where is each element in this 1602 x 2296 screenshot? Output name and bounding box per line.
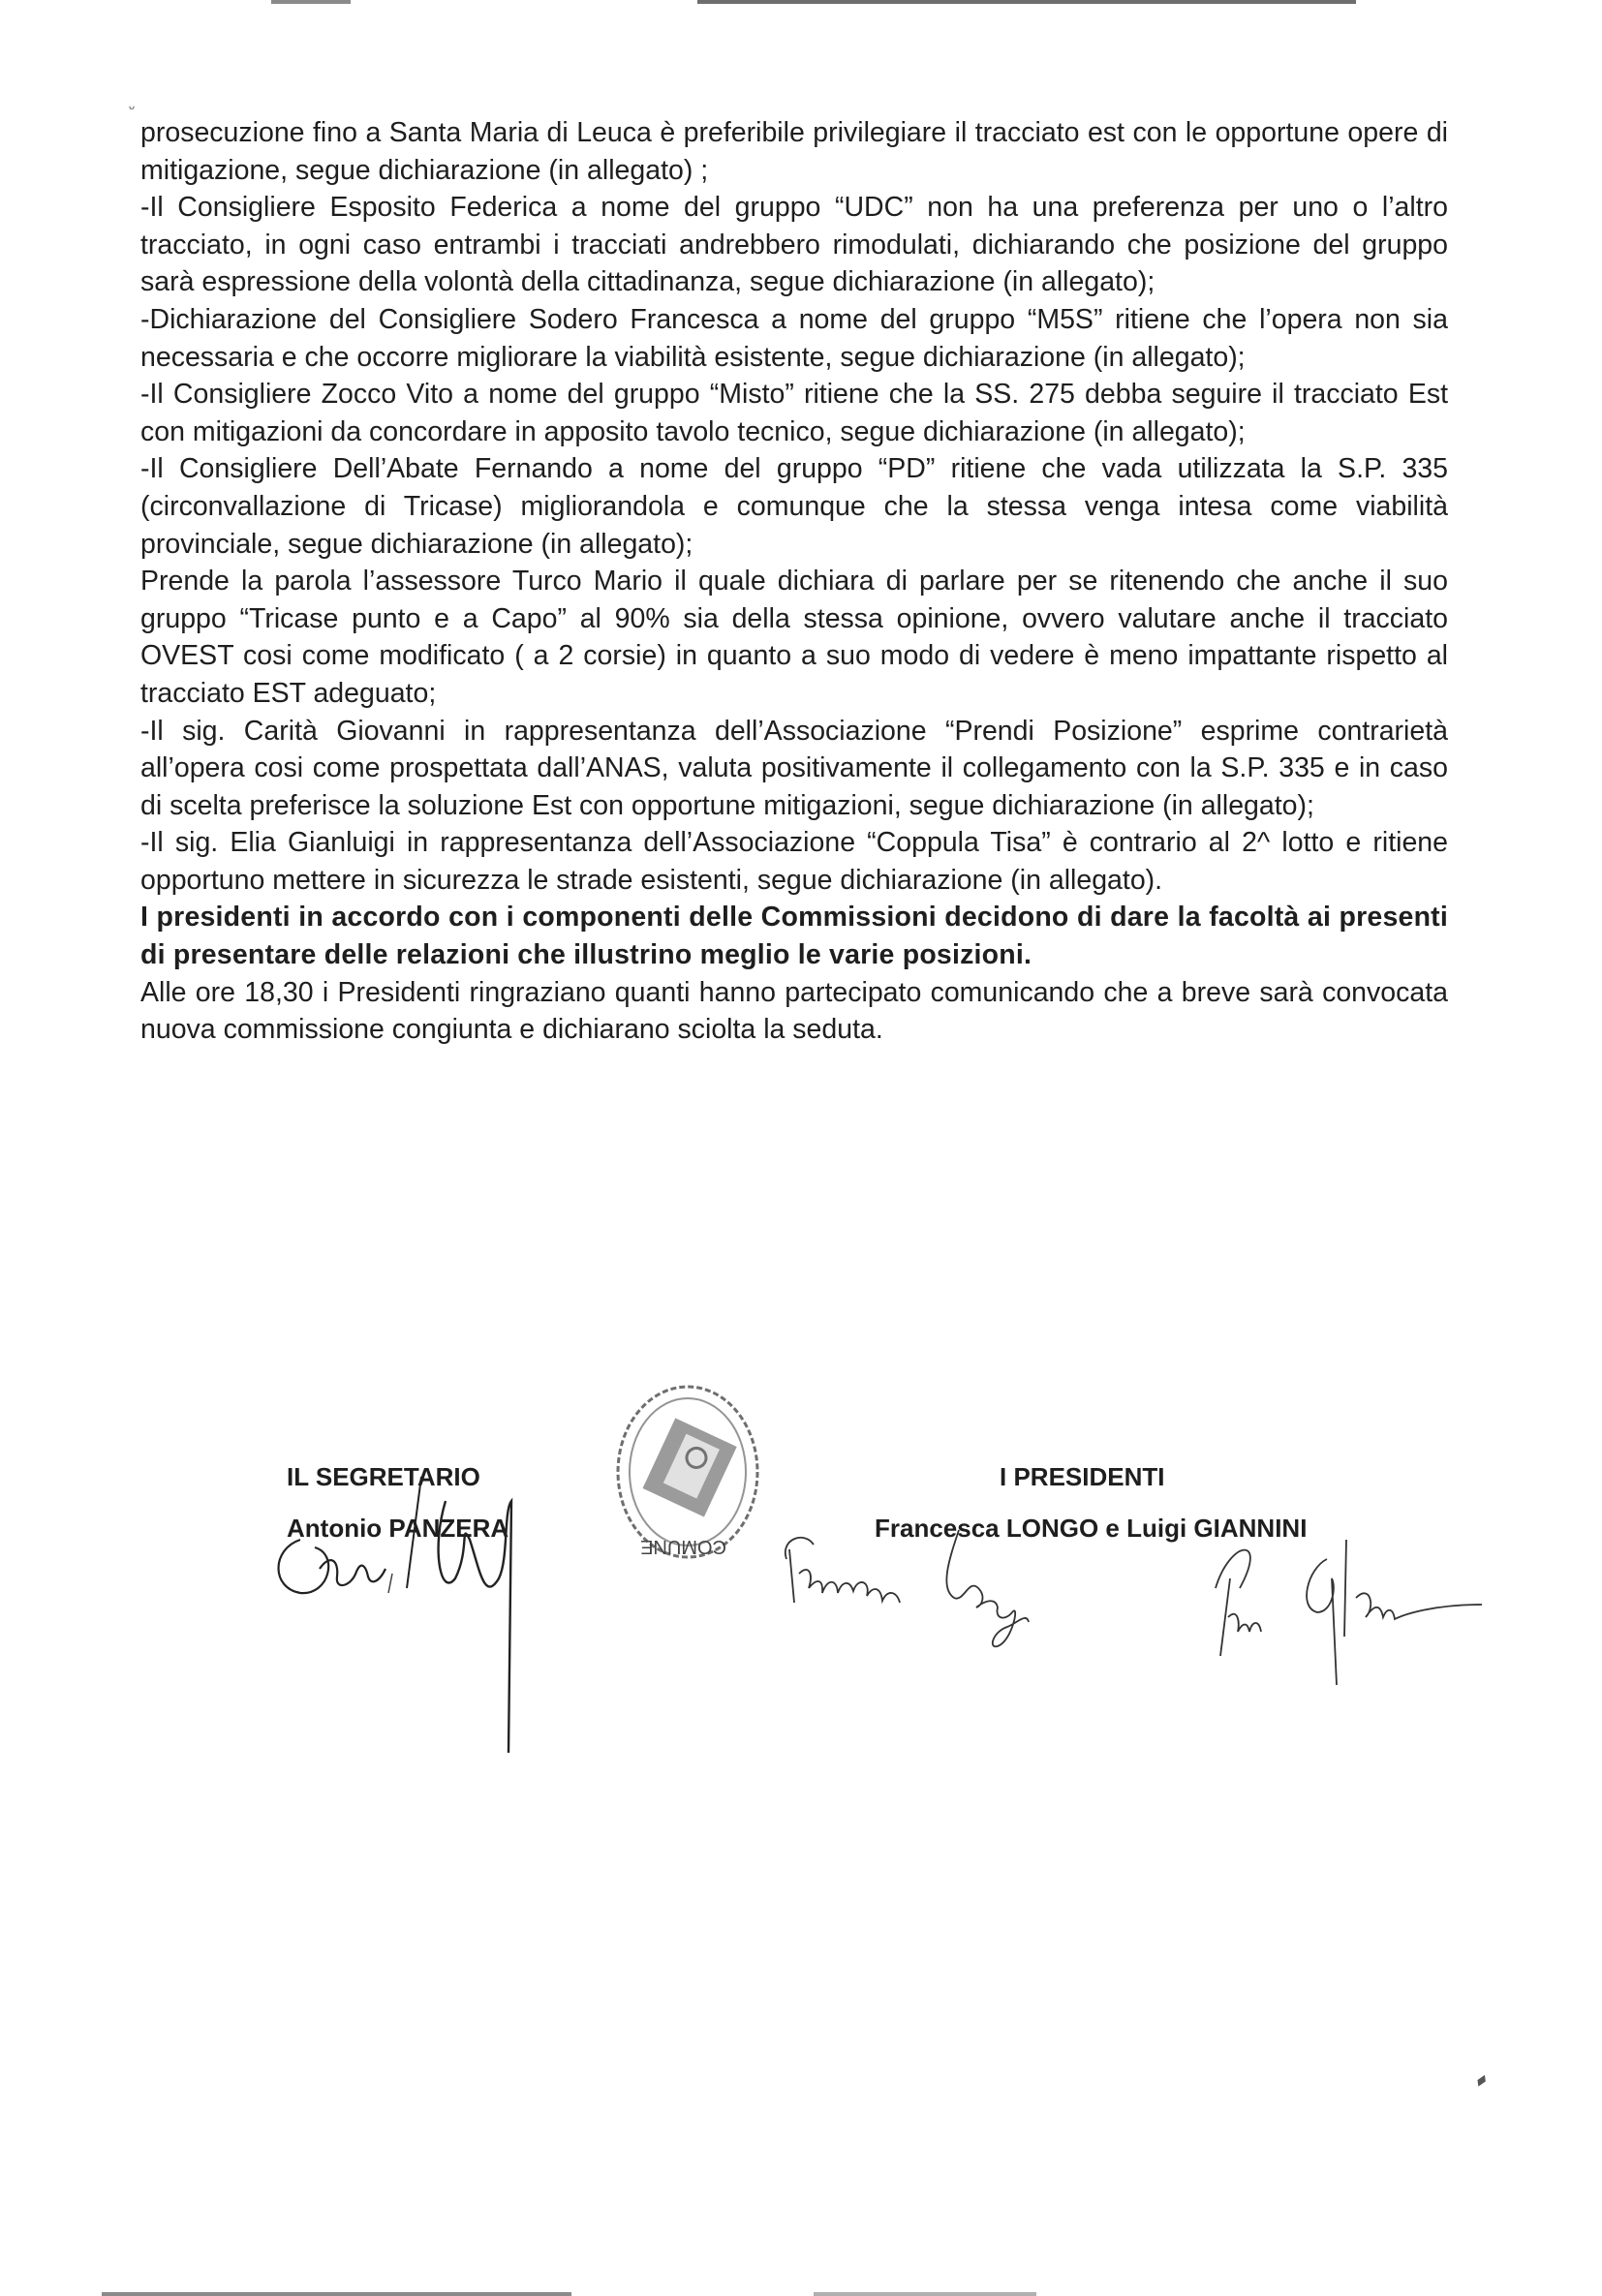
- scan-edge-line-top-left: [271, 0, 351, 4]
- paragraph: -Il sig. Elia Gianluigi in rappresentanza dell’Associazione “Coppula Tisa” è contrario al 2^ lotto e ritiene opportuno mettere in sicurezza le strade esistenti, segue dichiarazione (in allegato).: [140, 827, 1448, 896]
- president-giannini-handwritten-signature: [1201, 1520, 1521, 1714]
- paragraph: -Il Consigliere Zocco Vito a nome del gruppo “Misto” ritiene che la SS. 275 debba seguire il tracciato Est con mitigazioni da concordare in apposito tavolo tecnico, segue dichiarazione (in allegato);: [140, 379, 1448, 447]
- secretary-name: Antonio PANZERA: [287, 1514, 509, 1543]
- document-body: [140, 114, 1448, 1049]
- presidents-names: Francesca LONGO e Luigi GIANNINI: [875, 1514, 1308, 1543]
- scan-edge-line-bottom-left: [102, 2292, 571, 2296]
- closing-paragraph: Alle ore 18,30 i Presidenti ringraziano quanti hanno partecipato comunicando che a breve sarà convocata nuova commissione congiunta e dichiarano sciolta la seduta.: [140, 976, 1448, 1046]
- stamp-text: COMUNE: [640, 1536, 726, 1557]
- stamp-emblem: [642, 1418, 736, 1516]
- decision-paragraph: I presidenti in accordo con i componenti delle Commissioni decidono di dare la facoltà ai presenti di presentare delle relazioni che illustrino meglio le varie posizioni.: [140, 902, 1448, 971]
- paragraph: Prende la parola l’assessore Turco Mario il quale dichiara di parlare per se ritenendo che anche il suo gruppo “Tricase punto e a Capo” al 90% sia della stessa opinione, ovvero valutare anche il tracciato OVEST cosi come modificato ( a 2 corsie) in quanto a suo modo di vedere è meno impattante rispetto al tracciato EST adeguato;: [140, 566, 1448, 709]
- paragraph: -Il Consigliere Esposito Federica a nome del gruppo “UDC” non ha una preferenza per uno o l’altro tracciato, in ogni caso entrambi i tracciati andrebbero rimodulati, dichiarando che posizione del gruppo sarà espressione della volontà della cittadinanza, segue dichiarazione (in allegato);: [140, 192, 1448, 298]
- scan-edge-line-bottom-right: [814, 2292, 1036, 2296]
- paragraph: -Il Consigliere Dell’Abate Fernando a nome del gruppo “PD” ritiene che vada utilizzata la S.P. 335 (circonvallazione di Tricase) migliorandola e comunque che la stessa venga intesa come viabilità provinciale, segue dichiarazione (in allegato);: [140, 453, 1448, 560]
- paragraph: -Dichiarazione del Consigliere Sodero Francesca a nome del gruppo “M5S” ritiene che l’opera non sia necessaria e che occorre migliorare la viabilità esistente, segue dichiarazione (in allegato);: [140, 303, 1448, 373]
- president-longo-handwritten-signature: [775, 1520, 1065, 1666]
- presidents-title: I PRESIDENTI: [1000, 1462, 1165, 1491]
- paragraph: -Il sig. Carità Giovanni in rappresentanza dell’Associazione “Prendi Posizione” esprime contrarietà all’opera cosi come prospettata dall’ANAS, valuta positivamente il collegamento con la S.P. 335 e in caso di scelta preferisce la soluzione Est con opportune mitigazioni, segue dichiarazione (in allegato);: [140, 715, 1448, 821]
- scan-edge-line-top-right: [697, 0, 1356, 4]
- scan-mark: ᵕ: [129, 101, 136, 117]
- secretary-handwritten-signature: [262, 1433, 630, 1762]
- paragraph: prosecuzione fino a Santa Maria di Leuca è preferibile privilegiare il tracciato est con le opportune opere di mitigazione, segue dichiarazione (in allegato) ;: [140, 117, 1448, 186]
- secretary-title: IL SEGRETARIO: [287, 1462, 480, 1491]
- scan-mark: ▰: [1471, 2069, 1492, 2091]
